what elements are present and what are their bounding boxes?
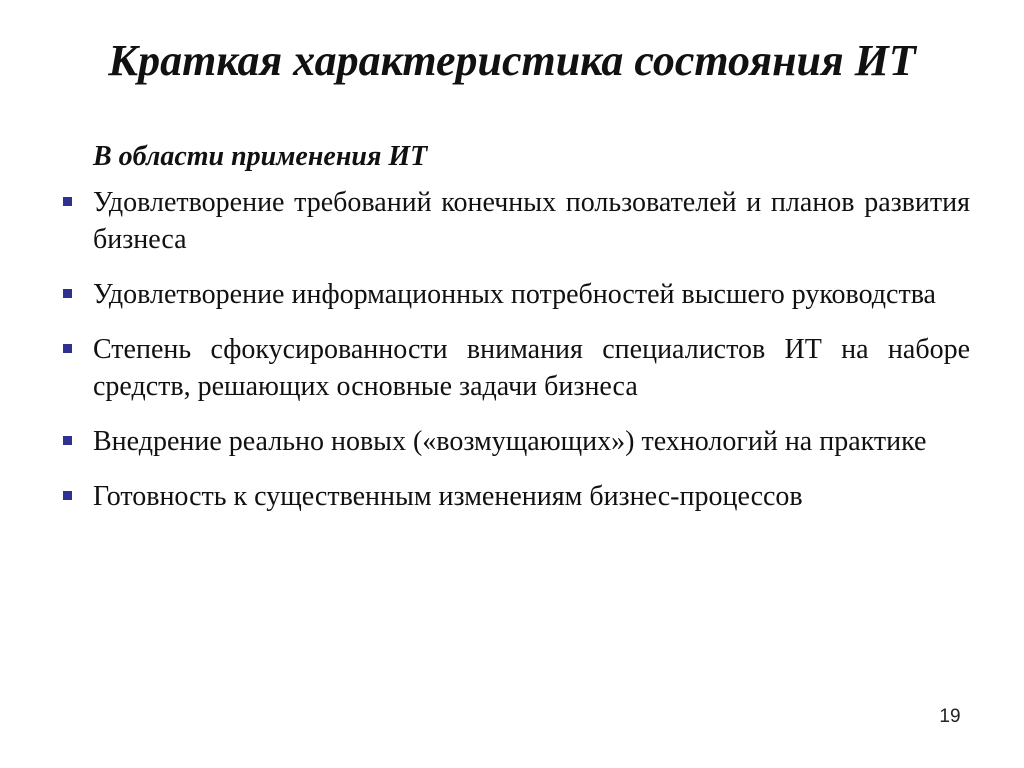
bullet-list: [60, 184, 970, 533]
bullet-text: Степень сфокусированности внимания специалистов ИТ на наборе средств, решающих основные задачи бизнеса: [93, 334, 970, 402]
square-bullet-icon: [63, 344, 72, 353]
bullet-item: [60, 184, 970, 258]
square-bullet-icon: [63, 289, 72, 298]
slide-title: Краткая характеристика состояния ИТ: [108, 36, 916, 85]
square-bullet-icon: [63, 436, 72, 445]
bullet-item: [60, 478, 970, 515]
bullet-text: Удовлетворение требований конечных пользователей и планов развития бизнеса: [93, 187, 970, 255]
bullet-item: [60, 423, 970, 460]
section-heading: В области применения ИТ: [93, 141, 428, 172]
bullet-text: Удовлетворение информационных потребностей высшего руководства: [93, 279, 936, 310]
square-bullet-icon: [63, 491, 72, 500]
bullet-item: [60, 276, 970, 313]
square-bullet-icon: [63, 197, 72, 206]
bullet-item: [60, 331, 970, 405]
bullet-text: Готовность к существенным изменениям бизнес-процессов: [93, 481, 803, 512]
page-number: 19: [939, 706, 961, 727]
bullet-text: Внедрение реально новых («возмущающих») технологий на практике: [93, 426, 927, 457]
